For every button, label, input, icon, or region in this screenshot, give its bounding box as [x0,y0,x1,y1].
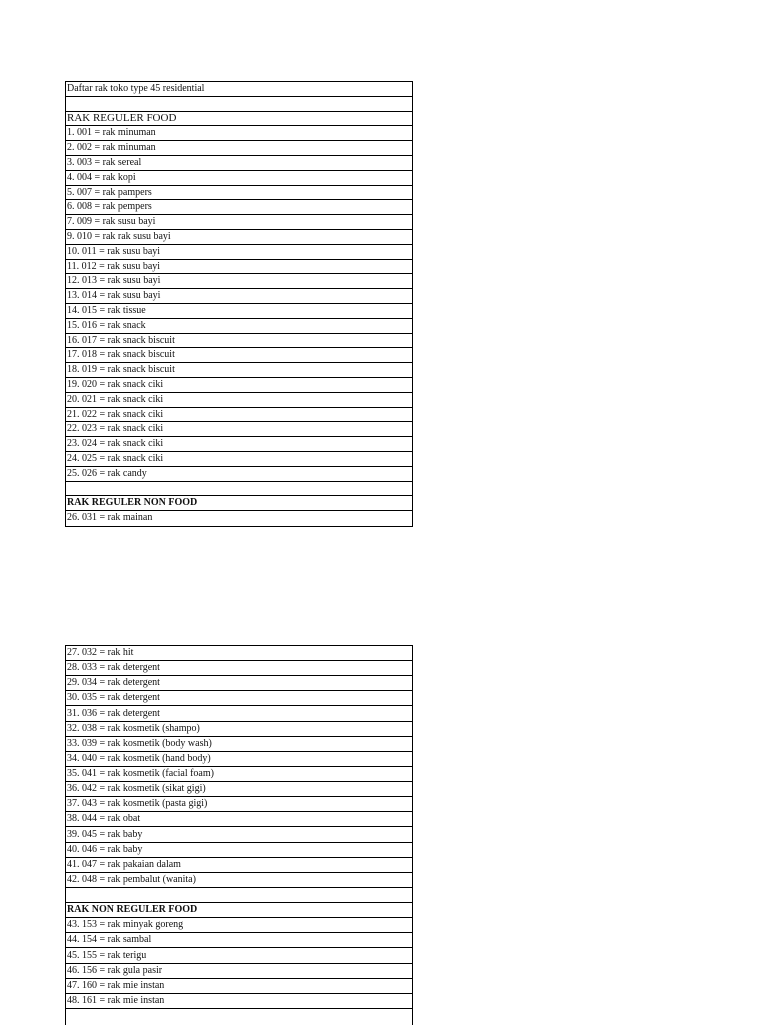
table-row: 30. 035 = rak detergent [66,691,412,706]
table-row: 16. 017 = rak snack biscuit [66,334,412,348]
table-row: 21. 022 = rak snack ciki [66,408,412,422]
table-row: 38. 044 = rak obat [66,812,412,827]
table-row: Daftar rak toko type 45 residential [66,82,412,97]
table-row: 42. 048 = rak pembalut (wanita) [66,873,412,888]
table-row: 32. 038 = rak kosmetik (shampo) [66,722,412,737]
table-row: 22. 023 = rak snack ciki [66,422,412,437]
table-row: 6. 008 = rak pempers [66,200,412,215]
table-row: 44. 154 = rak sambal [66,933,412,948]
shelf-list-table-1 [65,81,413,527]
table-row: 43. 153 = rak minyak goreng [66,918,412,933]
table-row: 27. 032 = rak hit [66,646,412,661]
table-row: 31. 036 = rak detergent [66,706,412,722]
table-row: 26. 031 = rak mainan [67,512,153,523]
empty-row [66,888,412,903]
table-row: 1. 001 = rak minuman [66,126,412,141]
table-row: 14. 015 = rak tissue [66,304,412,319]
table-row: 37. 043 = rak kosmetik (pasta gigi) [66,797,412,812]
table-row: 39. 045 = rak baby [66,827,412,843]
table-row: 10. 011 = rak susu bayi [66,245,412,260]
table-row: 17. 018 = rak snack biscuit [66,348,412,363]
table-row: 41. 047 = rak pakaian dalam [66,858,412,873]
table-row: 4. 004 = rak kopi [66,171,412,186]
empty-row [66,482,412,496]
table-row: 23. 024 = rak snack ciki [66,437,412,452]
table-row: 35. 041 = rak kosmetik (facial foam) [66,767,412,782]
section-header: RAK NON REGULER FOOD [66,903,412,918]
table-row: 40. 046 = rak baby [66,843,412,858]
table-row: 2. 002 = rak minuman [66,141,412,156]
table-row: 33. 039 = rak kosmetik (body wash) [66,737,412,752]
table-row: 18. 019 = rak snack biscuit [66,363,412,378]
empty-row [66,1009,412,1024]
table-row: 29. 034 = rak detergent [66,676,412,691]
empty-row [66,97,412,112]
table-row: 5. 007 = rak pampers [66,186,412,200]
table-row: 48. 161 = rak mie instan [66,994,412,1009]
table-row: 9. 010 = rak rak susu bayi [66,230,412,245]
section-header: RAK REGULER NON FOOD [66,496,412,511]
table-row: 19. 020 = rak snack ciki [66,378,412,393]
table-row: 46. 156 = rak gula pasir [66,964,412,979]
table-row: 11. 012 = rak susu bayi [66,260,412,274]
table-row: 13. 014 = rak susu bayi [66,289,412,304]
table-row: 24. 025 = rak snack ciki [66,452,412,467]
section-header: RAK REGULER FOOD [66,112,412,126]
table-row: 45. 155 = rak terigu [66,948,412,964]
table-row: 36. 042 = rak kosmetik (sikat gigi) [66,782,412,797]
table-row: 34. 040 = rak kosmetik (hand body) [66,752,412,767]
table-row: 28. 033 = rak detergent [66,661,412,676]
table-row: 7. 009 = rak susu bayi [66,215,412,230]
table-row: 47. 160 = rak mie instan [66,979,412,994]
shelf-list-table-2 [65,645,413,1025]
table-row: 12. 013 = rak susu bayi [66,274,412,289]
table-row: 15. 016 = rak snack [66,319,412,334]
table-row: 20. 021 = rak snack ciki [66,393,412,408]
table-row: 25. 026 = rak candy [66,467,412,482]
table-row: 3. 003 = rak sereal [66,156,412,171]
